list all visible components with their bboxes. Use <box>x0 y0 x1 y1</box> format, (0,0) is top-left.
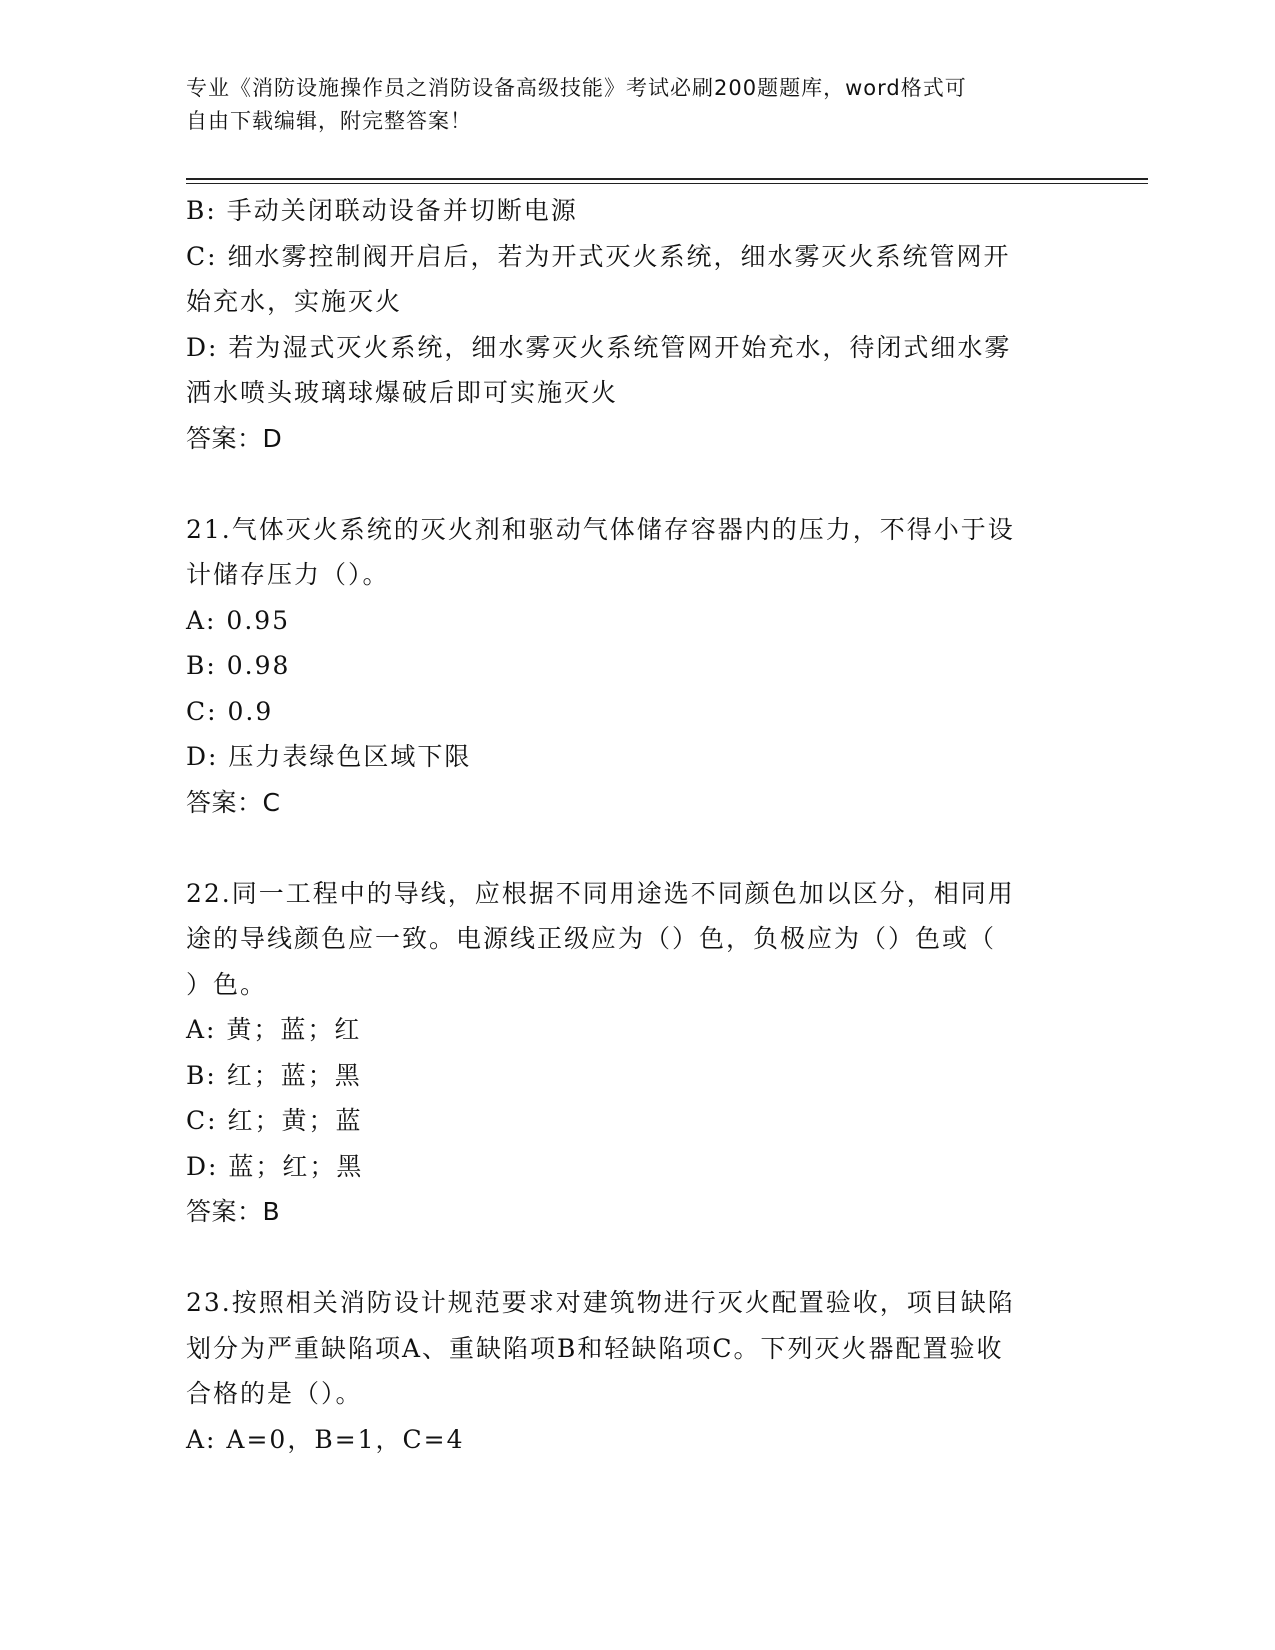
answer: 答案：B <box>186 1197 281 1226</box>
header-rule-thin <box>186 183 1148 184</box>
option-b: B: 手动关闭联动设备并切断电源 <box>186 196 578 225</box>
spacer <box>186 461 1076 507</box>
question-stem-line-1: 22.同一工程中的导线，应根据不同用途选不同颜色加以区分，相同用 <box>186 878 1015 908</box>
answer: 答案：C <box>186 787 281 817</box>
document-header <box>186 72 1086 138</box>
question-stem-line-2: 划分为严重缺陷项A、重缺陷项B和轻缺陷项C。下列灭火器配置验收 <box>186 1333 1004 1363</box>
question-stem-line-3: 合格的是（）。 <box>186 1379 363 1408</box>
option-b: B: 红；蓝；黑 <box>186 1060 362 1090</box>
question-22 <box>186 871 1076 1235</box>
option-d: D: 压力表绿色区域下限 <box>186 742 472 771</box>
question-stem-line-2: 途的导线颜色应一致。电源线正级应为（）色，负极应为（）色或（ <box>186 924 997 953</box>
option-d-line-1: D: 若为湿式灭火系统，细水雾灭火系统管网开始充水，待闭式细水雾 <box>186 332 1012 362</box>
option-c-line-2: 始充水，实施灭火 <box>186 287 403 316</box>
header-line-1: 专业《消防设施操作员之消防设备高级技能》考试必刷200题题库，word格式可 <box>186 76 967 100</box>
question-23 <box>186 1280 1076 1462</box>
question-stem-line-2: 计储存压力（）。 <box>186 560 390 589</box>
option-c: C: 红；黄；蓝 <box>186 1106 363 1135</box>
question-21 <box>186 507 1076 826</box>
header-rule-thick <box>186 178 1148 180</box>
option-c-line-1: C: 细水雾控制阀开启后，若为开式灭火系统，细水雾灭火系统管网开 <box>186 241 1011 271</box>
option-a: A: A=0，B=1，C=4 <box>186 1424 465 1454</box>
option-b: B: 0.98 <box>186 651 291 680</box>
spacer <box>186 825 1076 871</box>
header-line-2: 自由下载编辑，附完整答案！ <box>186 109 472 133</box>
question-stem-line-1: 23.按照相关消防设计规范要求对建筑物进行灭火配置验收，项目缺陷 <box>186 1288 1015 1317</box>
option-a: A: 黄；蓝；红 <box>186 1015 362 1044</box>
option-d-line-2: 洒水喷头玻璃球爆破后即可实施灭火 <box>186 378 619 407</box>
question-stem-line-3: ）色。 <box>186 969 268 999</box>
spacer <box>186 1235 1076 1281</box>
question-stem-line-1: 21.气体灭火系统的灭火剂和驱动气体储存容器内的压力，不得小于设 <box>186 514 1015 544</box>
option-d: D: 蓝；红；黑 <box>186 1151 364 1181</box>
document-body <box>186 188 1076 1462</box>
option-c: C: 0.9 <box>186 696 274 726</box>
answer: 答案：D <box>186 423 283 453</box>
question-20-continued <box>186 188 1076 461</box>
option-a: A: 0.95 <box>186 605 291 635</box>
